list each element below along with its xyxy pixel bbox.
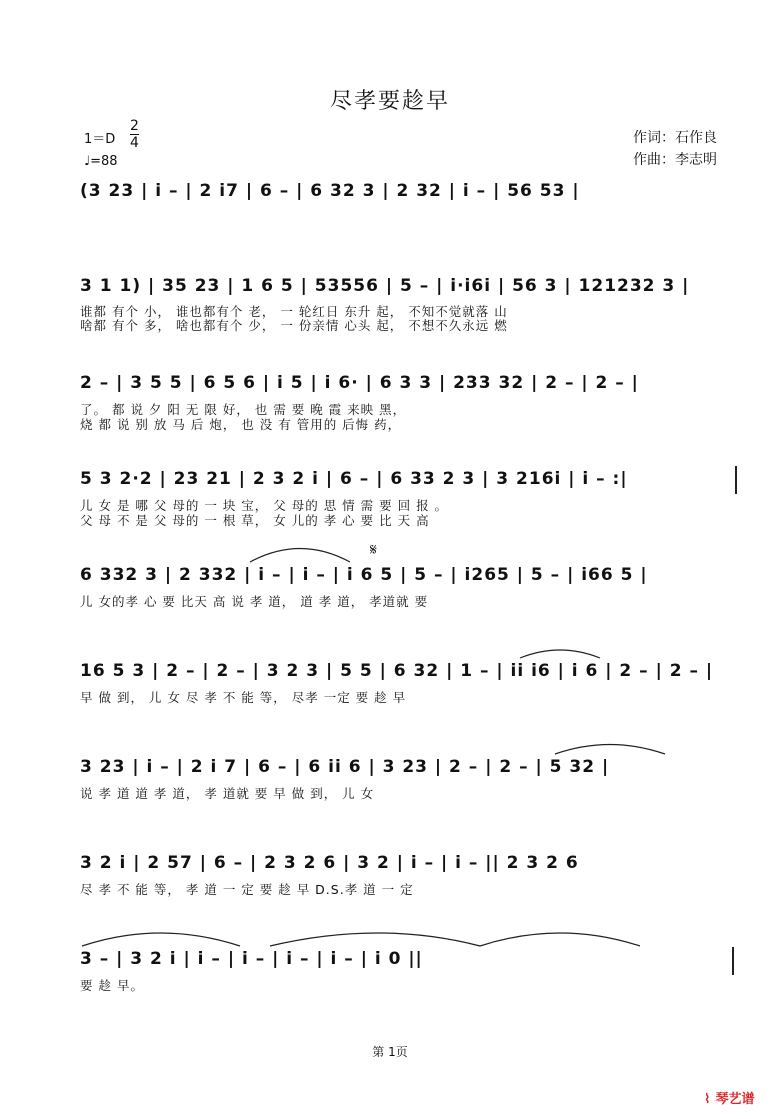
watermark-logo [704,1088,774,1110]
notation-line: 5 3 2·2 | 23 21 | 2 3 2 i | 6 – | 6 33 2 3 | 3 216i | i – :| [80,469,628,489]
notation-line: 6 332 3 | 2 332 | i – | i – | i 6 5 | 5 – | i265 | 5 – | i66 5 | [80,565,648,585]
lyrics-verse-1: 儿 女 是 哪 父 母的 一 块 宝， 父 母的 思 情 需 要 回 报 。 [80,498,449,513]
lyrics-verse-1: 说 孝 道 道 孝 道， 孝 道就 要 早 做 到， 儿 女 [80,786,375,801]
song-title: 尽孝要趁早 [329,89,450,114]
lyrics-verse-1: 早 做 到， 儿 女 尽 孝 不 能 等， 尽孝 一定 要 趁 早 [80,690,407,705]
notation-line: 3 2 i | 2 57 | 6 – | 2 3 2 6 | 3 2 | i – | i – || 2 3 2 6 [80,853,579,873]
lyrics-verse-2: 父 母 不 是 父 母的 一 根 草， 女 儿的 孝 心 要 比 天 高 [80,513,430,528]
time-signature-top: 2 [130,118,139,134]
lyrics-verse-1: 要 趁 早。 [80,978,144,993]
lyrics-verse-1: 儿 女的孝 心 要 比天 高 说 孝 道， 道 孝 道， 孝道就 要 [80,594,429,609]
notation-line: 16 5 3 | 2 – | 2 – | 3 2 3 | 5 5 | 6 32 | 1 – | ii i6 | i 6 | 2 – | 2 – | [80,661,714,681]
slur-arc [270,933,480,946]
segno-icon: 𝄋 [370,540,377,559]
lyrics-verse-1: 尽 孝 不 能 等， 孝 道 一 定 要 趁 早 D.S.孝 道 一 定 [80,882,414,897]
key-signature: 1＝D [84,132,116,147]
composer-credit: 作曲：李志明 [633,152,717,168]
lyricist-credit: 作词：石作良 [633,130,717,146]
notation-line: 3 – | 3 2 i | i – | i – | i – | i – | i 0 || [80,949,423,969]
lyrics-verse-1: 谁都 有个 小， 谁也都有个 老， 一 轮红日 东升 起， 不知不觉就落 山 [80,304,508,319]
notation-line: (3 23 | i – | 2 i7 | 6 – | 6 32 3 | 2 32 | i – | 56 53 | [80,181,580,201]
page-number: 第 1页 [372,1045,408,1059]
notation-line: 3 1 1) | 35 23 | 1 6 5 | 53556 | 5 – | i·i6i | 56 3 | 121232 3 | [80,276,690,296]
slur-arc [250,549,350,563]
quarter-note-icon: ♩ [84,154,91,169]
slur-arc [480,933,640,946]
slur-arc [555,745,665,755]
tempo-value: =88 [90,154,118,169]
watermark-text: 琴艺谱 [715,1092,755,1107]
notation-line: 3 23 | i – | 2 i 7 | 6 – | 6 ii 6 | 3 23 | 2 – | 2 – | 5 32 | [80,757,610,777]
lyrics-verse-2: 烧 都 说 别 放 马 后 炮， 也 没 有 管用的 后悔 药， [80,417,402,432]
slur-arc [520,650,600,658]
slur-arc [82,933,240,946]
lyrics-verse-2: 啥都 有个 多， 啥也都有个 少， 一 份亲情 心头 起， 不想不久永远 燃 [80,318,508,333]
watermark-icon: ⌇ [704,1092,711,1107]
time-signature-bottom: 4 [130,135,139,151]
lyrics-verse-1: 了。 都 说 夕 阳 无 限 好， 也 需 要 晚 霞 来映 黑， [80,402,407,417]
notation-line: 2 – | 3 5 5 | 6 5 6 | i 5 | i 6· | 6 3 3 | 233 32 | 2 – | 2 – | [80,373,639,393]
